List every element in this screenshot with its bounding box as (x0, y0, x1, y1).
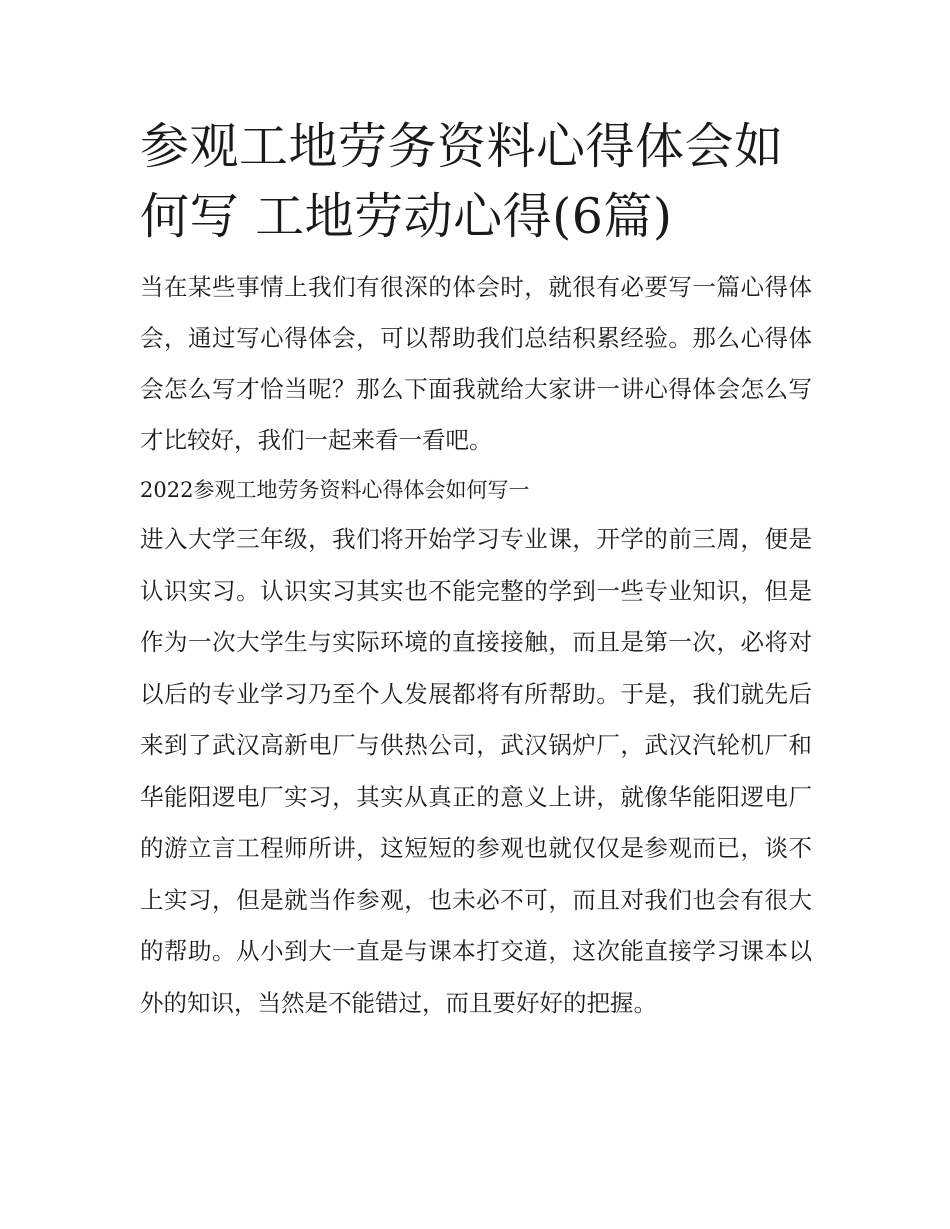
body-paragraph: 进入大学三年级，我们将开始学习专业课，开学的前三周，便是认识实习。认识实习其实也不能完整的学到一些专业知识，但是作为一次大学生与实际环境的直接接触，而且是第一次，必将对以后的专业学习乃至个人发展都将有所帮助。于是，我们就先后来到了武汉高新电厂与供热公司，武汉锅炉厂，武汉汽轮机厂和华能阳逻电厂实习，其实从真正的意义上讲，就像华能阳逻电厂的游立言工程师所讲，这短短的参观也就仅仅是参观而已，谈不上实习，但是就当作参观，也未必不可，而且对我们也会有很大的帮助。从小到大一直是与课本打交道，这次能直接学习课本以外的知识，当然是不能错过，而且要好好的把握。 (140, 525, 812, 1017)
document-title: 参观工地劳务资料心得体会如何写 工地劳动心得(6篇) (140, 118, 784, 245)
intro-paragraph: 当在某些事情上我们有很深的体会时，就很有必要写一篇心得体会，通过写心得体会，可以帮助我们总结积累经验。那么心得体会怎么写才恰当呢？那么下面我就给大家讲一讲心得体会怎么写才比较好，我们一起来看一看吧。 (140, 273, 812, 454)
document-page (140, 112, 812, 1029)
section-heading: 2022参观工地劳务资料心得体会如何写一 (140, 478, 530, 502)
